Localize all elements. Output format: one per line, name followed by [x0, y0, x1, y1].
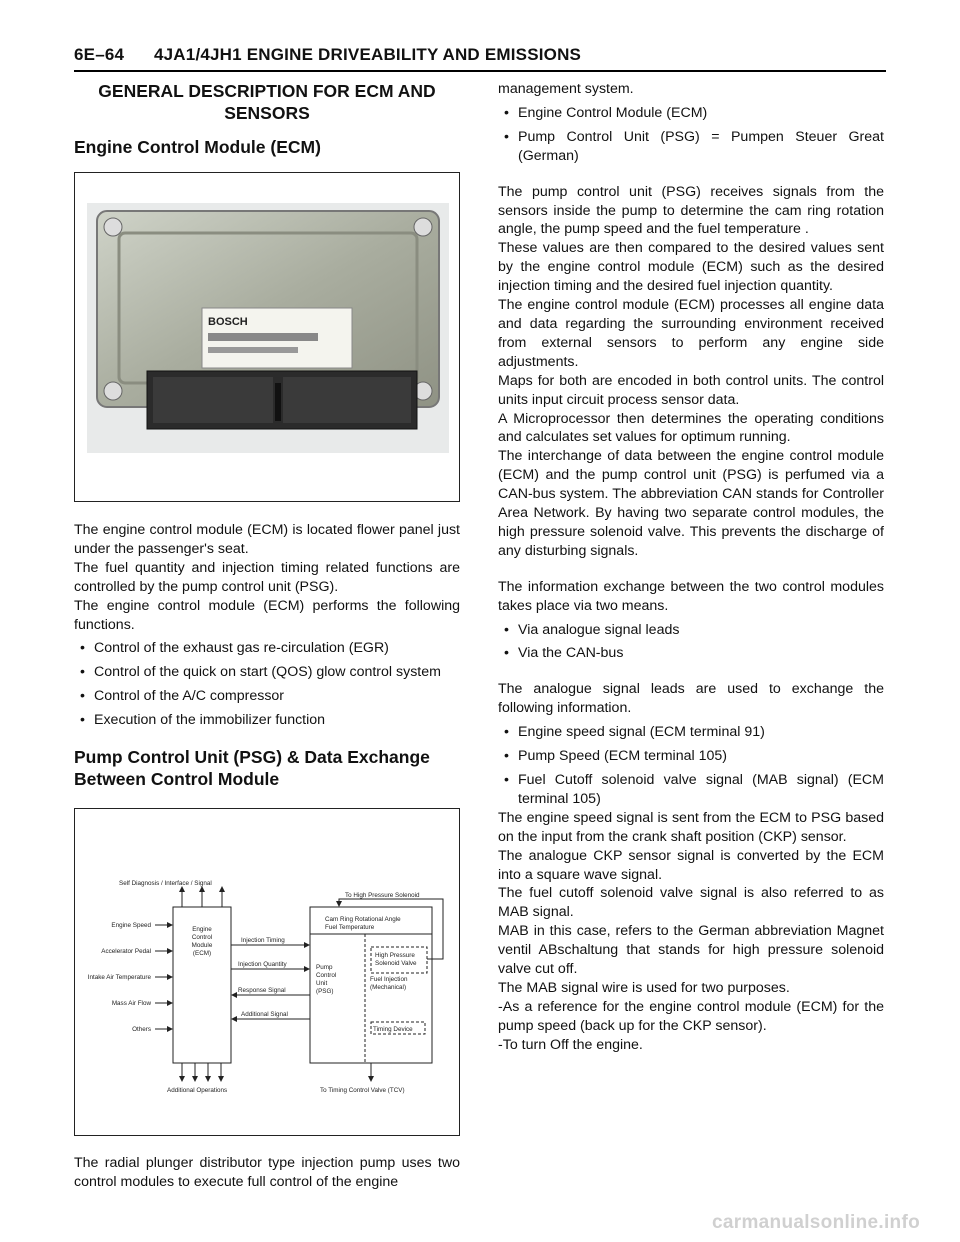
- psg-label-line: Control: [316, 972, 337, 980]
- psg-label-line: Unit: [316, 980, 328, 988]
- ecm-paragraph-2: The fuel quantity and injection timing related functions are controlled by the pump control unit (PSG).: [74, 559, 460, 595]
- body-paragraph: The engine control module (ECM) processes all engine data and data regarding the surrounding environment received from external sensors to perform any engine side adjustments.: [498, 297, 884, 370]
- analogue-intro-paragraph: The analogue signal leads are used to exchange the following information.: [498, 681, 884, 717]
- list-item: • Via the CAN-bus: [498, 644, 884, 663]
- list-item: • Fuel Cutoff solenoid valve signal (MAB signal) (ECM terminal 105): [498, 771, 884, 809]
- data-exchange-diagram-frame: [74, 808, 460, 1136]
- body-paragraph: The interchange of data between the engine control module (ECM) and the pump control unit (PSG) is perfumed via a CAN-bus system. The abbreviation CAN stands for Controller Area Network. By having two separate control modules, the high pressure solenoid valve. This prevents the discharge of any disturbing signals.: [498, 448, 884, 559]
- body-paragraph: The pump control unit (PSG) receives signals from the sensors inside the pump to determine the cam ring rotation angle, the pump speed and the fuel temperature .: [498, 183, 884, 238]
- fuel-injection-label: Fuel Injection: [370, 976, 408, 984]
- list-item: • Execution of the immobilizer function: [74, 711, 460, 730]
- ecm-paragraph-3: The engine control module (ECM) performs the following functions.: [74, 597, 460, 633]
- body-paragraph: The analogue CKP sensor signal is converted by the ECM into a square wave signal.: [498, 847, 884, 883]
- signal-injection-timing: Injection Timing: [241, 937, 285, 945]
- pump-paragraph: The radial plunger distributor type injection pump uses two control modules to execute full control of the engine: [74, 1155, 460, 1190]
- page-number: 6E–64: [74, 45, 125, 64]
- input-engine-speed: Engine Speed: [111, 922, 151, 930]
- signal-injection-quantity: Injection Quantity: [238, 961, 287, 969]
- ecm-label-line: (ECM): [192, 950, 212, 958]
- right-column: [498, 80, 884, 1055]
- body-paragraph: The fuel cutoff solenoid valve signal is also referred to as MAB signal.: [498, 885, 884, 921]
- hp-valve-label: Solenoid Valve: [375, 960, 417, 968]
- body-paragraph: The MAB signal wire is used for two purposes.: [498, 979, 790, 996]
- data-exchange-diagram: [75, 809, 459, 1135]
- control-units-list: [498, 104, 884, 166]
- page-header: [74, 40, 886, 72]
- body-paragraph: -To turn Off the engine.: [498, 1036, 643, 1053]
- psg-label-line: (PSG): [316, 988, 334, 996]
- list-item: • Via analogue signal leads: [498, 621, 884, 640]
- cam-ring-label: Cam Ring Rotational Angle: [325, 916, 401, 924]
- body-paragraph: A Microprocessor then determines the operating conditions and calculates set values for optimum running.: [498, 410, 884, 446]
- input-accelerator-pedal: Accelerator Pedal: [101, 948, 151, 956]
- psg-label-line: Pump: [316, 964, 333, 972]
- list-item: • Engine Control Module (ECM): [498, 104, 884, 123]
- input-others: Others: [132, 1026, 151, 1034]
- list-item: • Control of the exhaust gas re-circulation (EGR): [74, 639, 460, 658]
- analogue-signals-list: [498, 723, 884, 809]
- to-hp-solenoid-label: To High Pressure Solenoid: [345, 892, 420, 900]
- signal-additional: Additional Signal: [241, 1011, 288, 1019]
- input-intake-air-temperature: Intake Air Temperature: [87, 974, 151, 982]
- list-item: • Pump Control Unit (PSG) = Pumpen Steuer Great (German): [498, 128, 884, 166]
- intro-line: management system.: [498, 81, 634, 97]
- list-item: • Control of the quick on start (QOS) glow control system: [74, 663, 460, 682]
- hp-valve-label: High Pressure: [375, 952, 415, 960]
- section-heading-pump: Pump Control Unit (PSG) & Data Exchange Between Control Module: [74, 747, 430, 790]
- to-tcv-label: To Timing Control Valve (TCV): [320, 1087, 405, 1095]
- body-paragraph: -As a reference for the engine control module (ECM) for the pump speed (back up for the CKP sensor).: [498, 998, 884, 1034]
- additional-operations-label: Additional Operations: [167, 1087, 228, 1095]
- ecm-label-line: Module: [191, 942, 213, 950]
- ecm-module-photo: [87, 203, 449, 453]
- section-heading-ecm: Engine Control Module (ECM): [74, 137, 321, 157]
- bosch-logo: BOSCH: [208, 316, 248, 328]
- timing-device-label: Timing Device: [373, 1026, 413, 1034]
- ecm-label-line: Engine: [192, 926, 212, 934]
- watermark: carmanualsonline.info: [712, 1212, 920, 1233]
- ecm-photo-frame: [74, 172, 460, 502]
- input-mass-air-flow: Mass Air Flow: [111, 1000, 151, 1008]
- list-item: • Engine speed signal (ECM terminal 91): [498, 723, 884, 742]
- ecm-function-list: [74, 639, 460, 730]
- page-title: 4JA1/4JH1 ENGINE DRIVEABILITY AND EMISSIONS: [154, 45, 582, 64]
- fuel-injection-label: (Mechanical): [370, 984, 407, 992]
- ecm-paragraph-1: The engine control module (ECM) is located flower panel just under the passenger's seat.: [74, 522, 460, 557]
- info-exchange-paragraph: The information exchange between the two control modules takes place via two means.: [498, 578, 884, 614]
- body-paragraph: Maps for both are encoded in both control units. The control units input circuit process sensor data.: [498, 372, 884, 408]
- top-label: Self Diagnosis / Interface / Signal: [119, 880, 212, 888]
- body-paragraph: The engine speed signal is sent from the ECM to PSG based on the input from the crank shaft position (CKP) sensor.: [498, 809, 884, 845]
- means-list: [498, 621, 884, 664]
- fuel-temperature-label: Fuel Temperature: [325, 924, 375, 932]
- list-item: • Pump Speed (ECM terminal 105): [498, 747, 884, 766]
- left-column: [74, 80, 460, 1192]
- signal-response: Response Signal: [238, 987, 286, 995]
- list-item: • Control of the A/C compressor: [74, 687, 460, 706]
- body-paragraph: These values are then compared to the desired values sent by the engine control module (ECM) such as the desired injection timing and the desired fuel injection quantity.: [498, 240, 884, 295]
- ecm-label-line: Control: [191, 934, 213, 942]
- body-paragraph: MAB in this case, refers to the German abbreviation Magnet ventil ABschaltung that stands for high pressure solenoid valve cut off.: [498, 923, 884, 978]
- section-heading-general: GENERAL DESCRIPTION FOR ECM AND SENSORS: [98, 81, 436, 123]
